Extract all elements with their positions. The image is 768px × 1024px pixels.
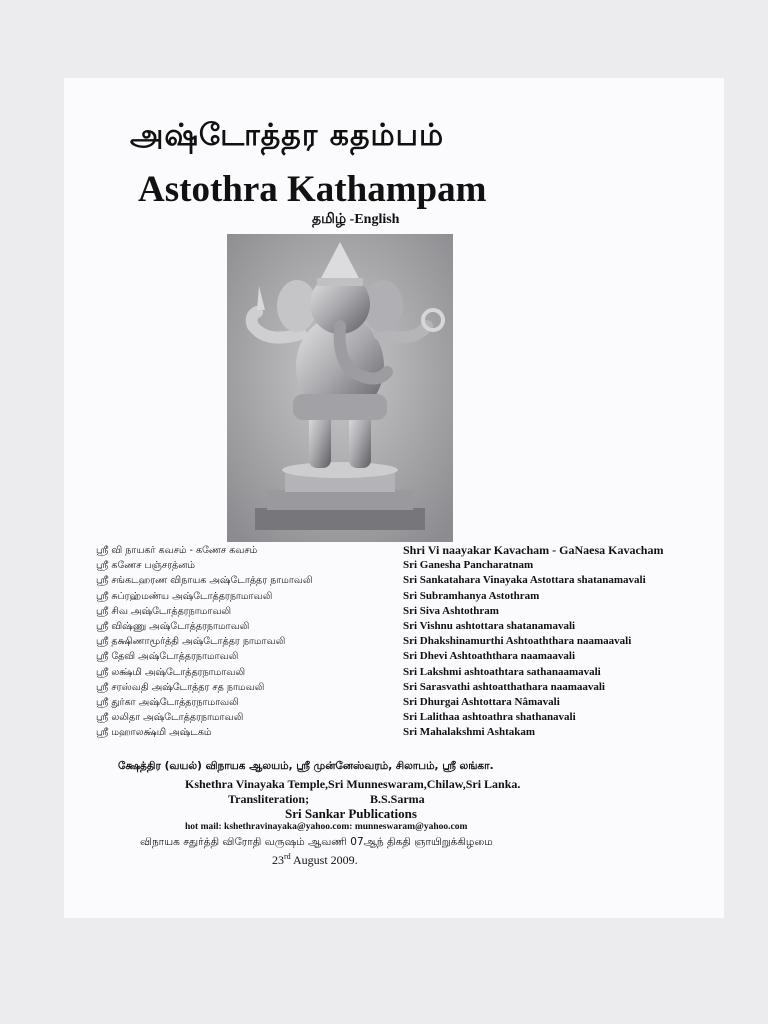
title-english: Astothra Kathampam	[138, 169, 487, 210]
list-item: ஸ்ரீ துர்கா அஷ்டோத்தரநாமாவலி	[96, 696, 239, 708]
list-item: ஸ்ரீ சங்கடஹரண விநாயக அஷ்டோத்தர நாமாவலி	[96, 575, 313, 587]
list-item: Sri Dhakshinamurthi Ashtoaththara naamaavali	[403, 635, 632, 648]
list-item: ஸ்ரீ கணேச பஞ்சரத்னம்	[96, 560, 196, 572]
date-tamil: விநாயக சதுர்த்தி விரோதி வருஷம் ஆவணி 07ஆந் திகதி ஞாயிறுக்கிழமை	[140, 836, 493, 848]
list-item: Sri Sankatahara Vinayaka Astottara shatanamavali	[403, 574, 646, 587]
list-item: ஸ்ரீ வி நாயகர் கவசம் - கணேச கவசம்	[96, 545, 258, 556]
temple-name-tamil: க்ஷேத்திர (வயல்) விநாயக ஆலயம், ஸ்ரீ முன்னேஸ்வரம், சிலாபம், ஸ்ரீ லங்கா.	[118, 760, 494, 772]
contact-emails: hot mail: kshethravinayaka@yahoo.com: munneswaram@yahoo.com	[185, 822, 468, 832]
list-item: Sri Mahalakshmi Ashtakam	[403, 726, 536, 739]
list-item: ஸ்ரீ தக்ஷிணாமூர்த்தி அஷ்டோத்தர நாமாவலி	[96, 636, 286, 648]
transliterator-name: B.S.Sarma	[370, 792, 425, 806]
list-item: Sri Sarasvathi ashtoatthathara naamaavali	[403, 680, 605, 693]
list-item: Sri Dhurgai Ashtottara Nâmavali	[403, 695, 560, 708]
temple-name-english: Kshethra Vinayaka Temple,Sri Munneswaram,Chilaw,Sri Lanka.	[185, 777, 521, 791]
list-item: ஸ்ரீ சுப்ரஹ்மண்ய அஷ்டோத்தரநாமாவலி	[96, 590, 273, 602]
contents-list-tamil	[96, 543, 313, 740]
contents-list-english	[403, 543, 663, 740]
list-item: Sri Vishnu ashtottara shatanamavali	[403, 619, 576, 632]
list-item: ஸ்ரீ லக்ஷ்மி அஷ்டோத்தரநாமாவலி	[96, 666, 246, 678]
list-item: ஸ்ரீ மஹாலக்ஷ்மி அஷ்டகம்	[96, 727, 212, 739]
transliteration-label: Transliteration;	[228, 792, 310, 806]
list-item: Sri Subramhanya Astothram	[403, 589, 540, 602]
list-item: Sri Dhevi Ashtoaththara naamaavali	[403, 650, 576, 663]
subtitle-languages: தமிழ் -English	[312, 212, 400, 227]
list-item: Sri Ganesha Pancharatnam	[403, 559, 534, 572]
ganesha-statue-image	[227, 234, 453, 542]
title-tamil: அஷ்டோத்தர கதம்பம்	[130, 118, 445, 153]
publisher-name: Sri Sankar Publications	[285, 806, 417, 821]
list-item: ஸ்ரீ விஷ்ணு அஷ்டோத்தரநாமாவலி	[96, 620, 250, 632]
list-item: Sri Siva Ashtothram	[403, 604, 499, 617]
list-item: ஸ்ரீ சிவ அஷ்டோத்தரநாமாவலி	[96, 605, 232, 617]
list-item: ஸ்ரீ தேவி அஷ்டோத்தரநாமாவலி	[96, 651, 239, 663]
list-item: Sri Lakshmi ashtoathtara sathanaamavali	[403, 665, 601, 678]
list-item: Sri Lalithaa ashtoathra shathanavali	[403, 711, 576, 724]
list-item: ஸ்ரீ லலிதா அஷ்டோத்தரநாமாவலி	[96, 712, 244, 724]
list-item: Shri Vi naayakar Kavacham - GaNaesa Kavacham	[403, 543, 664, 557]
date-english: 23rd August 2009.	[272, 852, 358, 867]
list-item: ஸ்ரீ சரஸ்வதி அஷ்டோத்தர சத நாமவலி	[96, 681, 265, 693]
